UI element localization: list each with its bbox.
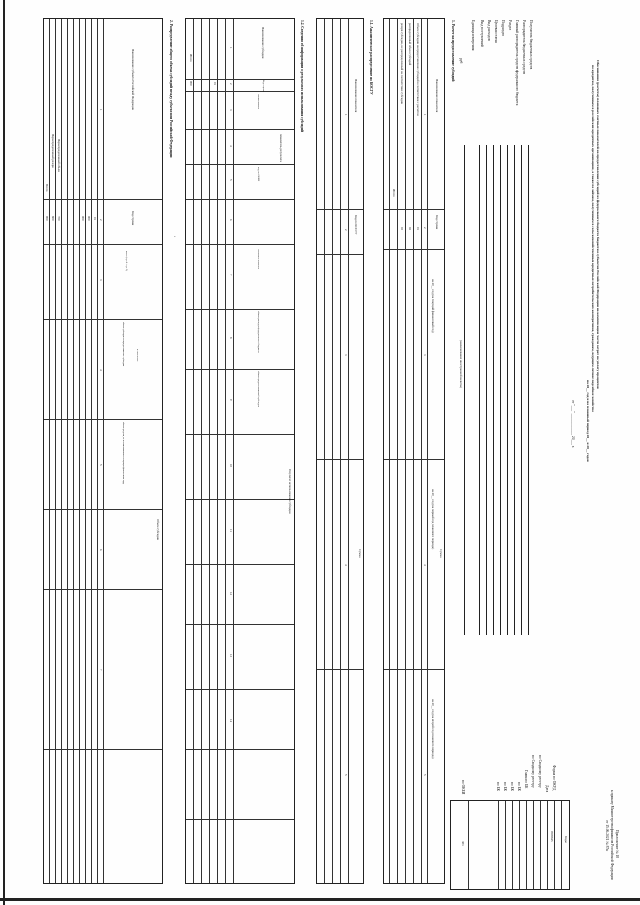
appendix-line-1: Приложение № 18	[615, 830, 619, 859]
table-2-footer-label: Нераспределенный резерв	[51, 134, 55, 168]
table-1-2-subcol: наименование	[257, 94, 260, 110]
section-2-footnote: 1	[173, 236, 176, 238]
codes-okei-label: по ОКЕИ	[461, 780, 465, 795]
table-1-2-indicator: показатель результата	[279, 134, 283, 162]
table-2-colnum: 4	[99, 369, 103, 371]
units-note: (наименование иностранной валюты)	[459, 340, 463, 388]
table-1-total: Итого	[392, 189, 396, 197]
table-2-group-title: Объем субсидии	[156, 519, 160, 541]
table-1-1-col-name: Наименование показателя	[354, 79, 358, 113]
table-1-row-name: резерв субсидии, не распределенный на соответствие субсидии	[400, 23, 404, 105]
table-1-colnum: 4	[423, 564, 427, 566]
table-2-row-code: 000	[87, 216, 91, 221]
table-2-footer-label: Всего	[45, 184, 49, 192]
table-1-2-row-code: 01	[213, 82, 217, 85]
codes-row-label: по БК	[510, 782, 514, 792]
table-1-2-subcol: код по ОКЕИ	[257, 167, 260, 182]
field-line	[464, 145, 465, 635]
table-2-colnum: 3	[99, 279, 103, 281]
codes-row-label: по БК	[517, 782, 521, 792]
table-1-2-group-title: Результат использования субсидии	[288, 469, 292, 514]
date-line: от "___" ____________ 20___ г.	[571, 400, 575, 448]
table-1-2-colnum: 10	[229, 464, 233, 467]
section-1-title: 1. Расчет на предоставление субсидий	[451, 20, 455, 82]
table-2-subcol: в том числе	[136, 349, 139, 362]
table-2-col-name: Наименование субъекта Российской Федерации	[131, 49, 135, 111]
codes-header: Коды	[564, 836, 568, 843]
table-1-2-subcol: объем расходов федерального бюджета	[257, 311, 260, 353]
table-1-2-colnum: 4	[229, 145, 233, 147]
table-1-2-colnum: 13	[229, 654, 233, 657]
table-1-2-colnum: 1	[229, 47, 233, 49]
table-1-2-col-name: Наименование субсидии	[261, 27, 265, 59]
table-1-2-total: Итого	[189, 54, 193, 62]
table-1-2	[185, 18, 295, 884]
section-1-2-title: 1.2. Сведения об информации о результатах использования субсидий	[300, 20, 304, 132]
table-1-2-colnum: 9	[229, 399, 233, 401]
field-expense-type-label: Вид расходов	[487, 20, 491, 41]
table-1-2-colnum: 12	[229, 592, 233, 595]
units-value: руб	[459, 58, 463, 64]
table-1-colnum: 3	[423, 354, 427, 356]
field-line	[500, 145, 501, 635]
field-line	[486, 145, 487, 635]
field-line	[493, 145, 494, 635]
codes-row-label: по БК	[503, 782, 507, 792]
table-1-1-colnum: 5	[344, 774, 348, 776]
table-1-2-subcol: объем предоставляемой субсидии	[257, 371, 260, 408]
field-target-label: Целевая статья	[494, 20, 498, 43]
field-line	[521, 145, 522, 635]
codes-row-label: по Сводному реестру	[538, 755, 542, 788]
table-1-1-colnum: 4	[344, 564, 348, 566]
field-line	[514, 145, 515, 635]
table-1-row-code: 03	[400, 227, 404, 230]
table-2-colnum: 2	[99, 219, 103, 221]
table-1-col-code: Код строки	[435, 215, 439, 230]
codes-grid	[450, 800, 570, 890]
table-2-colnum: 5	[99, 464, 103, 466]
table-2-footer-code: 900	[45, 216, 49, 221]
codes-okei-value: 383	[461, 841, 465, 846]
table-1-2-colnum: 14	[229, 719, 233, 722]
codes-date-label: Дата	[545, 785, 549, 793]
table-2-footer-label: Нераспределенный объем	[57, 139, 61, 173]
table-1-2-colnum: 8	[229, 337, 233, 339]
table-1-row-code: 01	[416, 227, 420, 230]
table-1-2-colnum: 2	[229, 83, 233, 85]
table-1-col-name: Наименование показателя	[435, 79, 439, 113]
table-1-2-total-code: 900	[189, 81, 193, 86]
section-2-title: 2. Распределение общего объема субсидий между субъектами Российской Федерации	[169, 20, 173, 158]
field-chief-manager-label: Главный распорядитель средств федерального бюджета	[515, 20, 519, 106]
table-2-colnum: 7	[99, 669, 103, 671]
table-1-1-colnum: 2	[344, 229, 348, 231]
table-2-col-code: Код строки	[131, 211, 135, 226]
form-title-line-1: Обоснования (расчеты) плановых сметных показателей на предоставление субсидий из федерального бюджета бюджетам субъектов Российской Федерации на компенсацию части затрат на уплату процентов	[596, 60, 600, 389]
table-1-colnum: 1	[423, 114, 427, 116]
appendix-line-3: от 15.06.2021 № 87н	[605, 820, 609, 852]
table-2-subcol: объем субсидии на предоставление субсидии	[122, 322, 124, 367]
table-1-2-subcol: плановое значение	[257, 249, 260, 269]
units-label: Единица измерения:	[471, 20, 475, 52]
table-1-1-col-kosgu: Код по КОСГУ	[354, 215, 358, 235]
table-2-row-code: 01	[93, 217, 97, 220]
table-1-period-1: на 20__ год (на текущий финансовый год)	[431, 279, 435, 333]
field-line	[528, 145, 529, 635]
section-1-1-title: 1.1. Аналитическое распределение по КОСГУ	[369, 20, 373, 95]
table-1-row-name: Объем субсидии на предоставление субсидий в соответствии с расчетом	[416, 23, 420, 116]
table-1-colnum: 2	[423, 227, 427, 229]
table-1-1-colnum: 3	[344, 354, 348, 356]
field-manager-label: Распорядитель бюджетных средств	[522, 20, 526, 75]
codes-okud-label: Форма по ОКУД	[552, 765, 556, 791]
codes-row-label: по БК	[496, 782, 500, 792]
table-1-colnum: 5	[423, 774, 427, 776]
table-1-2-col-code: Код строки	[262, 80, 265, 92]
table-1-row-name: распределенный объем субсидий	[408, 23, 412, 66]
table-1-1-col-sum: Сумма	[358, 549, 362, 558]
field-subsection-label: Подраздел	[501, 20, 505, 37]
field-line	[507, 145, 508, 635]
form-title-line-2: по кредитам, полученным в российских кредитных организациях, а также по займам, полученным в сельскохозяйственных кредитных потребительских кооперативах, гражданам, ведущим личное подсобное хозяйство	[591, 65, 595, 412]
table-1-2-colnum: 3	[229, 109, 233, 111]
table-1-period-2: на 20__ год (на первый год планового периода)	[431, 489, 435, 550]
table-2-subcol: всего (гр. 4 + гр. 5)	[125, 251, 128, 272]
table-1-2-colnum: 11	[229, 529, 233, 532]
table-1-col-sum: Сумма	[439, 549, 443, 558]
field-recipient-label: Получатель бюджетных средств	[529, 20, 533, 70]
table-2-colnum: 6	[99, 549, 103, 551]
table-1-period-3: на 20__ год (на второй год планового периода)	[431, 699, 435, 759]
codes-row-label: Глава по БК	[524, 770, 528, 789]
field-section-label: Раздел	[508, 20, 512, 31]
table-1	[383, 18, 445, 884]
table-1-2-colnum: 5	[229, 179, 233, 181]
table-2-subcol: объем средств, не использованных в текущем финансовом году	[122, 422, 124, 485]
table-2-colnum: 1	[99, 109, 103, 111]
codes-okud-value: 0505845	[550, 831, 554, 842]
table-2-row-code: 000	[81, 216, 85, 221]
form-title-line-3: на 20__ год и на плановый период 20__ и 20__ годов	[586, 380, 590, 462]
appendix-line-2: к приказу Министерства финансов Российской Федерации	[610, 790, 614, 880]
field-income-type-label: Вид поступлений	[480, 20, 484, 47]
table-1-2-colnum: 6	[229, 219, 233, 221]
table-1-1-colnum: 1	[344, 114, 348, 116]
table-1-row-code: 02	[408, 227, 412, 230]
table-2-footer-code: 800	[51, 216, 55, 221]
table-1-1	[316, 18, 364, 884]
field-line	[479, 145, 480, 635]
table-1-2-colnum: 7	[229, 274, 233, 276]
table-2-footer-code: 700	[57, 216, 61, 221]
codes-row-label: по Сводному реестру	[531, 755, 535, 788]
table-2	[43, 18, 163, 884]
